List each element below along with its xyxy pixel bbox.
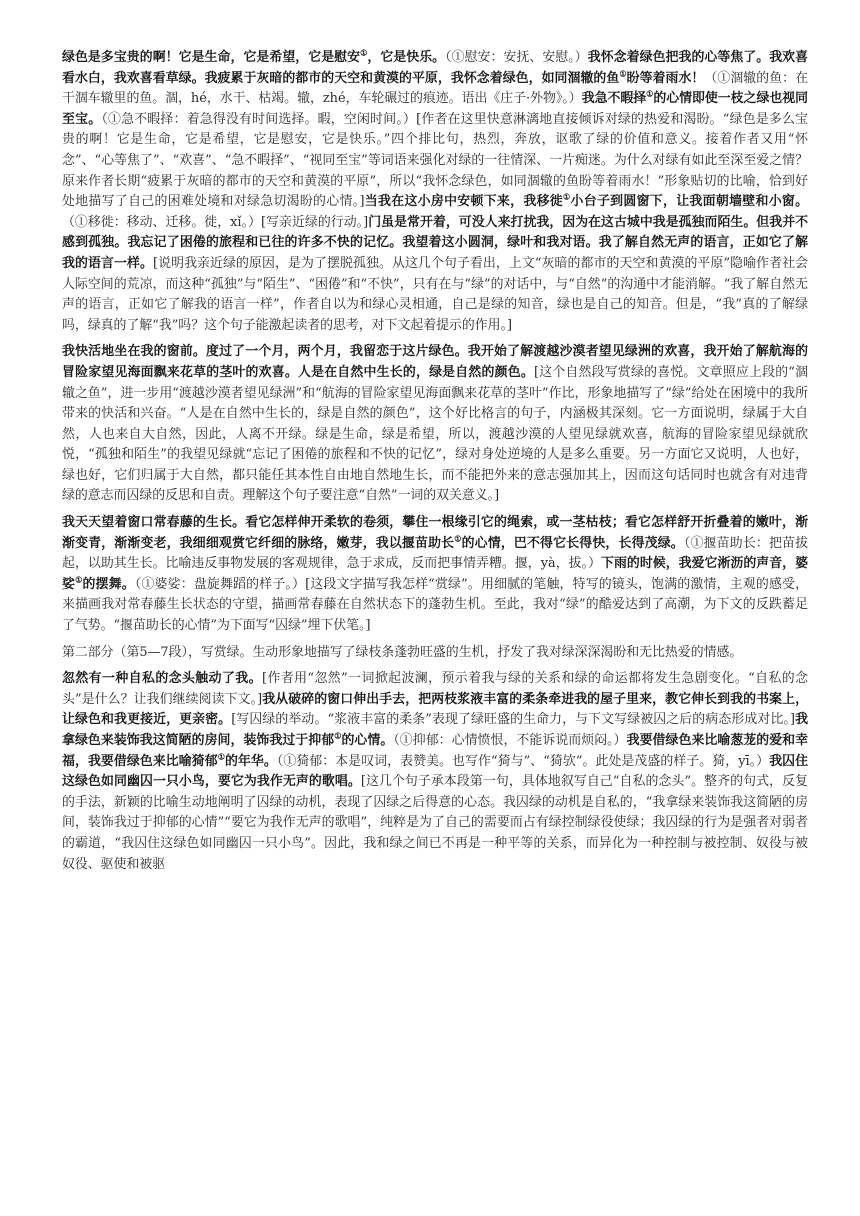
original-text: 的心情。 xyxy=(341,733,394,748)
original-text: ，它是快乐。 xyxy=(367,50,446,65)
original-text: 我快活地坐在我的窗前。度过了一个月，两个月，我留恋于这片绿色。我开始了解渡越沙漠者望见绿洲的欢喜，我开始了解航海的冒险家望见海面飘来花草的茎叶的欢喜。人是在自然中生长的，绿是自然的颜色。 xyxy=(62,344,808,380)
original-text: 小台子到圆窗下，让我面朝墙壁和小窗。 xyxy=(570,194,809,210)
annotation-text: [这个自然段写赏绿的喜悦。文章照应上段的“涸辙之鱼”，进一步用“渡越沙漠者望见绿洲”和“航海的冒险家望见海面飘来花草的茎叶”作比，形象地描写了“绿”给处在困境中的我所带来的快活和兴奋。“人是在自然中生长的，绿是自然的颜色”，这个好比格言的句子，内涵极其深刻。它一方面说明，绿属于大自然，人也来自大自然，因此，人离不开绿。绿是生命，绿是希望，所以，渡越沙漠的人望见绿就欢喜，航海的冒险家望见绿就欣悦，“孤独和陌生”的我望见绿就“忘记了困倦的旅程和不快的记忆”，绿对身处逆境的人是多么重要。另一方面它又说明，人也好，绿也好，它们归属于大自然，都只能任其本性自由地自然地生长，而不能把外来的意志强加其上，因而这句话同时也就含有对违背绿的意志而囚绿的反思和自责。理解这个句子要注意“自然”一词的双关意义。] xyxy=(62,364,809,504)
annotation-text: （①抑郁：心情愤恨，不能诉说而烦闷。） xyxy=(393,733,627,748)
footnote-marker: ① xyxy=(334,730,342,741)
annotation-text: 第二部分（第5—7段），写赏绿。生动形象地描写了绿枝条蓬勃旺盛的生机，抒发了我对绿深深渴盼和无比热爱的情感。 xyxy=(62,644,743,660)
annotation-text: [说明我亲近绿的原因，是为了摆脱孤独。从这几个句子看出，上文“灰暗的都市的天空和黄漠的平原”隐喻作者社会人际空间的荒凉，而这种“孤独”与“陌生”、“困倦”和“不快”，只有在与“绿”的对话中，与“自然”的沟通中才能消解。“我了解自然无声的语言，正如它了解我的语言一样”，作者自以为和绿心灵相通，自己是绿的知音，绿也是自己的知音。但是，“我”真的了解绿吗，绿真的了解“我”吗？这个句子能激起读者的思考，对下文起着提示的作用。] xyxy=(62,255,808,333)
original-text: 门虽是常开着，可没人来打扰我，因为在这古城中我是孤独而陌生。但我并不感到孤独。我忘记了困倦的旅程和已往的许多不快的记忆。我望着这小圆洞，绿叶和我对语。我了解自然无声的语言，正如它了解我的语言一样。 xyxy=(62,214,808,271)
original-text: 绿色是多宝贵的啊！它是生命，它是希望，它是慰安 xyxy=(62,50,361,65)
footnote-marker: ① xyxy=(75,574,83,585)
original-text: 我拿绿色来装饰我这简陋的房间，装饰我过于抑郁 xyxy=(62,712,809,748)
annotation-text: （①婆娑：盘旋舞蹈的样子。）[这段文字描写我怎样“赏绿”。用细腻的笔触，特写的镜头，饱满的激情，主观的感受，来描画我对常春藤生长状态的守望，描画常春藤在自然状态下的蓬勃生机。至此，我对“绿”的酷爱达到了高潮，为下文的反跌蓄足了气势。“揠苗助长的心情”为下面写“囚绿”埋下伏笔。] xyxy=(62,576,809,634)
original-text: 我急不暇择 xyxy=(581,91,647,107)
footnote-marker: ① xyxy=(360,47,368,58)
annotation-text: [写囚绿的举动。“浆液丰富的柔条”表现了绿旺盛的生命力，与下文写绿被囚之后的病态形成对比。] xyxy=(231,712,795,728)
footnote-marker: ① xyxy=(646,88,654,99)
original-text: 的心情，巴不得它长得快，长得茂绿。 xyxy=(461,535,684,551)
annotation-text: （①慰安：安抚、安慰。） xyxy=(445,50,588,65)
original-text: 忽然有一种自私的念头触动了我。 xyxy=(62,671,262,687)
paragraph xyxy=(62,669,808,875)
paragraph xyxy=(62,342,808,507)
annotation-text: （①急不暇择：着急得没有时间选择。暇，空闲时间。）[作者在这里快意淋漓地直接倾诉对绿的热爱和渴盼。“绿色是多么宝贵的啊！它是生命，它是希望，它是慰安，它是快乐。”四个排比句，热烈，奔放，讴歌了绿的价值和意义。接着作者又用“怀念”、“心等焦了”、“欢喜”、“急不暇择”、“视同至宝”等词语来强化对绿的一往情深、一片痴迷。为什么对绿有如此至深至爱之情？原来作者长期“疲累于灰暗的都市的天空和黄漠的平原”，所以“我怀念绿色，如同涸辙的鱼盼等着雨水！”形象贴切的比喻，恰到好处地描写了自己的困难处境和对绿急切渴盼的心情。] xyxy=(62,111,809,210)
original-text: 我怀念着绿色把我的心等焦了。我欢喜看水白，我欢喜看草绿。我疲累于灰暗的都市的天空和黄漠的平原，我怀念着绿色，如同涸辙的鱼 xyxy=(62,50,809,86)
original-text: 我囚住这绿色如同幽囚一只小鸟，要它为我作无声的歌唱。 xyxy=(62,753,809,790)
document-page xyxy=(62,48,808,881)
paragraph xyxy=(62,513,808,637)
original-text: 我天天望着窗口常春藤的生长。看它怎样伸开柔软的卷须，攀住一根缘引它的绳索，或一茎枯枝；看它怎样舒开折叠着的嫩叶，渐渐变青，渐渐变老，我细细观赏它纤细的脉络，嫩芽，我以揠苗助长 xyxy=(62,515,808,551)
annotation-text: （①猗郁：本是叹词，表赞美。也写作“猗与”、“猗欤”。此处是茂盛的样子。猗，yī。） xyxy=(276,753,770,769)
original-text: 当我在这小房中安顿下来，我移徙 xyxy=(364,194,564,210)
original-text: 的心情即使一枝之绿也视同至宝。 xyxy=(62,91,809,127)
footnote-marker: ① xyxy=(217,751,225,762)
annotation-text: （①移徙：移动、迁移。徙，xǐ。）[写亲近绿的行动。] xyxy=(62,214,369,230)
paragraph xyxy=(62,643,808,664)
original-text: 的摆舞。 xyxy=(82,576,135,592)
annotation-text: [这几个句子承本段第一句，具体地叙写自己“自私的念头”。整齐的句式，反复的手法，新颖的比喻生动地阐明了囚绿的动机，表现了囚绿之后得意的心态。我囚绿的动机是自私的，“我拿绿来装饰我这简陋的房间，装饰我过于抑郁的心情”“要它为我作无声的歌唱”，纯粹是为了自己的需要而占有绿控制绿役使绿；我囚绿的行为是强者对弱者的霸道，“我囚住这绿色如同幽囚一只小鸟”。因此，我和绿之间已不再是一种平等的关系，而异化为一种控制与被控制、奴役与被奴役、驱使和被驱 xyxy=(62,774,808,872)
original-text: 盼等着雨水！ xyxy=(626,70,705,86)
original-text: 的年华。 xyxy=(224,753,277,769)
footnote-marker: ① xyxy=(563,191,571,202)
original-text: 我要借绿色来比喻葱茏的爱和幸福，我要借绿色来比喻猗郁 xyxy=(62,733,809,769)
annotation-text: [作者用“忽然”一词掀起波澜，预示着我与绿的关系和绿的命运都将发生急剧变化。“自私的念头”是什么？让我们继续阅读下文。] xyxy=(62,671,808,707)
original-text: 下雨的时候，我爱它淅沥的声音，婆娑 xyxy=(62,556,808,592)
annotation-text: （①揠苗助长：把苗拔起，以助其生长。比喻违反事物发展的客观规律，急于求成，反而把事情弄糟。揠，yà，拔。） xyxy=(62,535,809,572)
footnote-marker: ① xyxy=(619,68,627,79)
paragraph xyxy=(62,48,808,336)
footnote-marker: ① xyxy=(454,533,462,544)
annotation-text: （①涸辙的鱼：在干涸车辙里的鱼。涸，hé，水干、枯竭。辙，zhé，车轮碾过的痕迹。语出《庄子·外物》。） xyxy=(62,70,809,107)
original-text: 我从破碎的窗口伸出手去，把两枝浆液丰富的柔条牵进我的屋子里来，教它伸长到我的书案上，让绿色和我更接近，更亲密。 xyxy=(62,691,808,728)
